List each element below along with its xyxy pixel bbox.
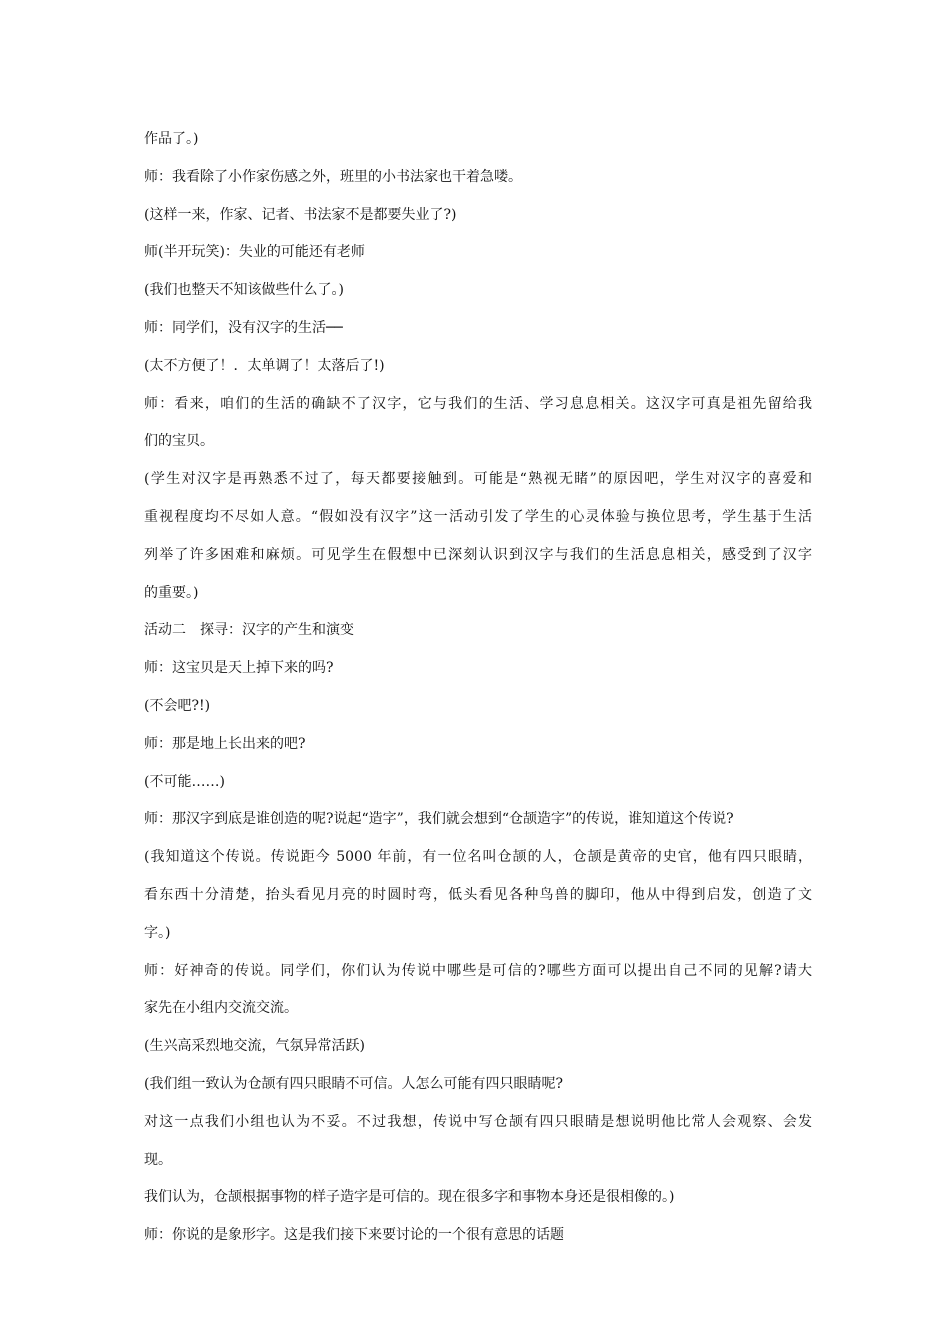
section-heading: 活动二 探寻：汉字的产生和演变 [144, 622, 354, 639]
text-line: 的重要。) [144, 584, 199, 601]
text-line: 重视程度均不尽如人意。“假如没有汉字”这一活动引发了学生的心灵体验与换位思考，学生基于生活 [144, 508, 812, 525]
text-line: 师：那汉字到底是谁创造的呢?说起“造字”，我们就会想到“仓颉造字”的传说，谁知道这个传说? [144, 811, 734, 828]
text-line: 师(半开玩笑)：失业的可能还有老师 [144, 244, 365, 261]
text-line: 师：看来，咱们的生活的确缺不了汉字，它与我们的生活、学习息息相关。这汉字可真是祖先留给我 [144, 395, 812, 412]
text-line: 作品了。) [144, 131, 199, 147]
text-line: 师：那是地上长出来的吧? [144, 735, 306, 752]
text-line: 们的宝贝。 [144, 433, 214, 450]
text-line: 我们认为，仓颉根据事物的样子造字是可信的。现在很多字和事物本身还是很相像的。) [144, 1189, 675, 1206]
text-line: (我们也整天不知该做些什么了。) [144, 282, 344, 299]
text-line: (我们组一致认为仓颉有四只眼睛不可信。人怎么可能有四只眼睛呢? [144, 1075, 563, 1092]
text-line: (学生对汉字是再熟悉不过了，每天都要接触到。可能是“熟视无睹”的原因吧，学生对汉字的喜爱和 [144, 471, 812, 488]
text-line: 家先在小组内交流交流。 [144, 1000, 298, 1017]
text-line: (这样一来，作家、记者、书法家不是都要失业了?) [144, 206, 457, 223]
document-body [144, 121, 812, 1255]
text-line: 师：同学们，没有汉字的生活── [144, 319, 343, 336]
text-line: 看东西十分清楚，抬头看见月亮的时圆时弯，低头看见各种鸟兽的脚印，他从中得到启发，创造了文 [144, 886, 812, 903]
text-line: 字。) [144, 924, 171, 941]
text-line: 师：我看除了小作家伤感之外，班里的小书法家也干着急喽。 [144, 168, 522, 185]
text-line: 师：你说的是象形字。这是我们接下来要讨论的一个很有意思的话题 [144, 1227, 564, 1244]
text-line: (生兴高采烈地交流，气氛异常活跃) [144, 1038, 365, 1055]
text-line: 列举了许多困难和麻烦。可见学生在假想中已深刻认识到汉字与我们的生活息息相关，感受到了汉字 [144, 546, 812, 563]
text-line: (我知道这个传说。传说距今 5000 年前，有一位名叫仓颉的人，仓颉是黄帝的史官，他有四只眼睛， [144, 849, 812, 866]
text-line: 师：这宝贝是天上掉下来的吗? [144, 660, 334, 677]
text-line: (太不方便了！．太单调了！太落后了!) [144, 357, 385, 374]
text-line: (不会吧?!) [144, 697, 211, 714]
text-line: (不可能……) [144, 773, 225, 790]
text-line: 对这一点我们小组也认为不妥。不过我想，传说中写仓颉有四只眼睛是想说明他比常人会观察、会发 [144, 1113, 812, 1130]
text-line: 现。 [144, 1151, 172, 1168]
text-line: 师：好神奇的传说。同学们，你们认为传说中哪些是可信的?哪些方面可以提出自己不同的见解?请大 [144, 962, 812, 979]
